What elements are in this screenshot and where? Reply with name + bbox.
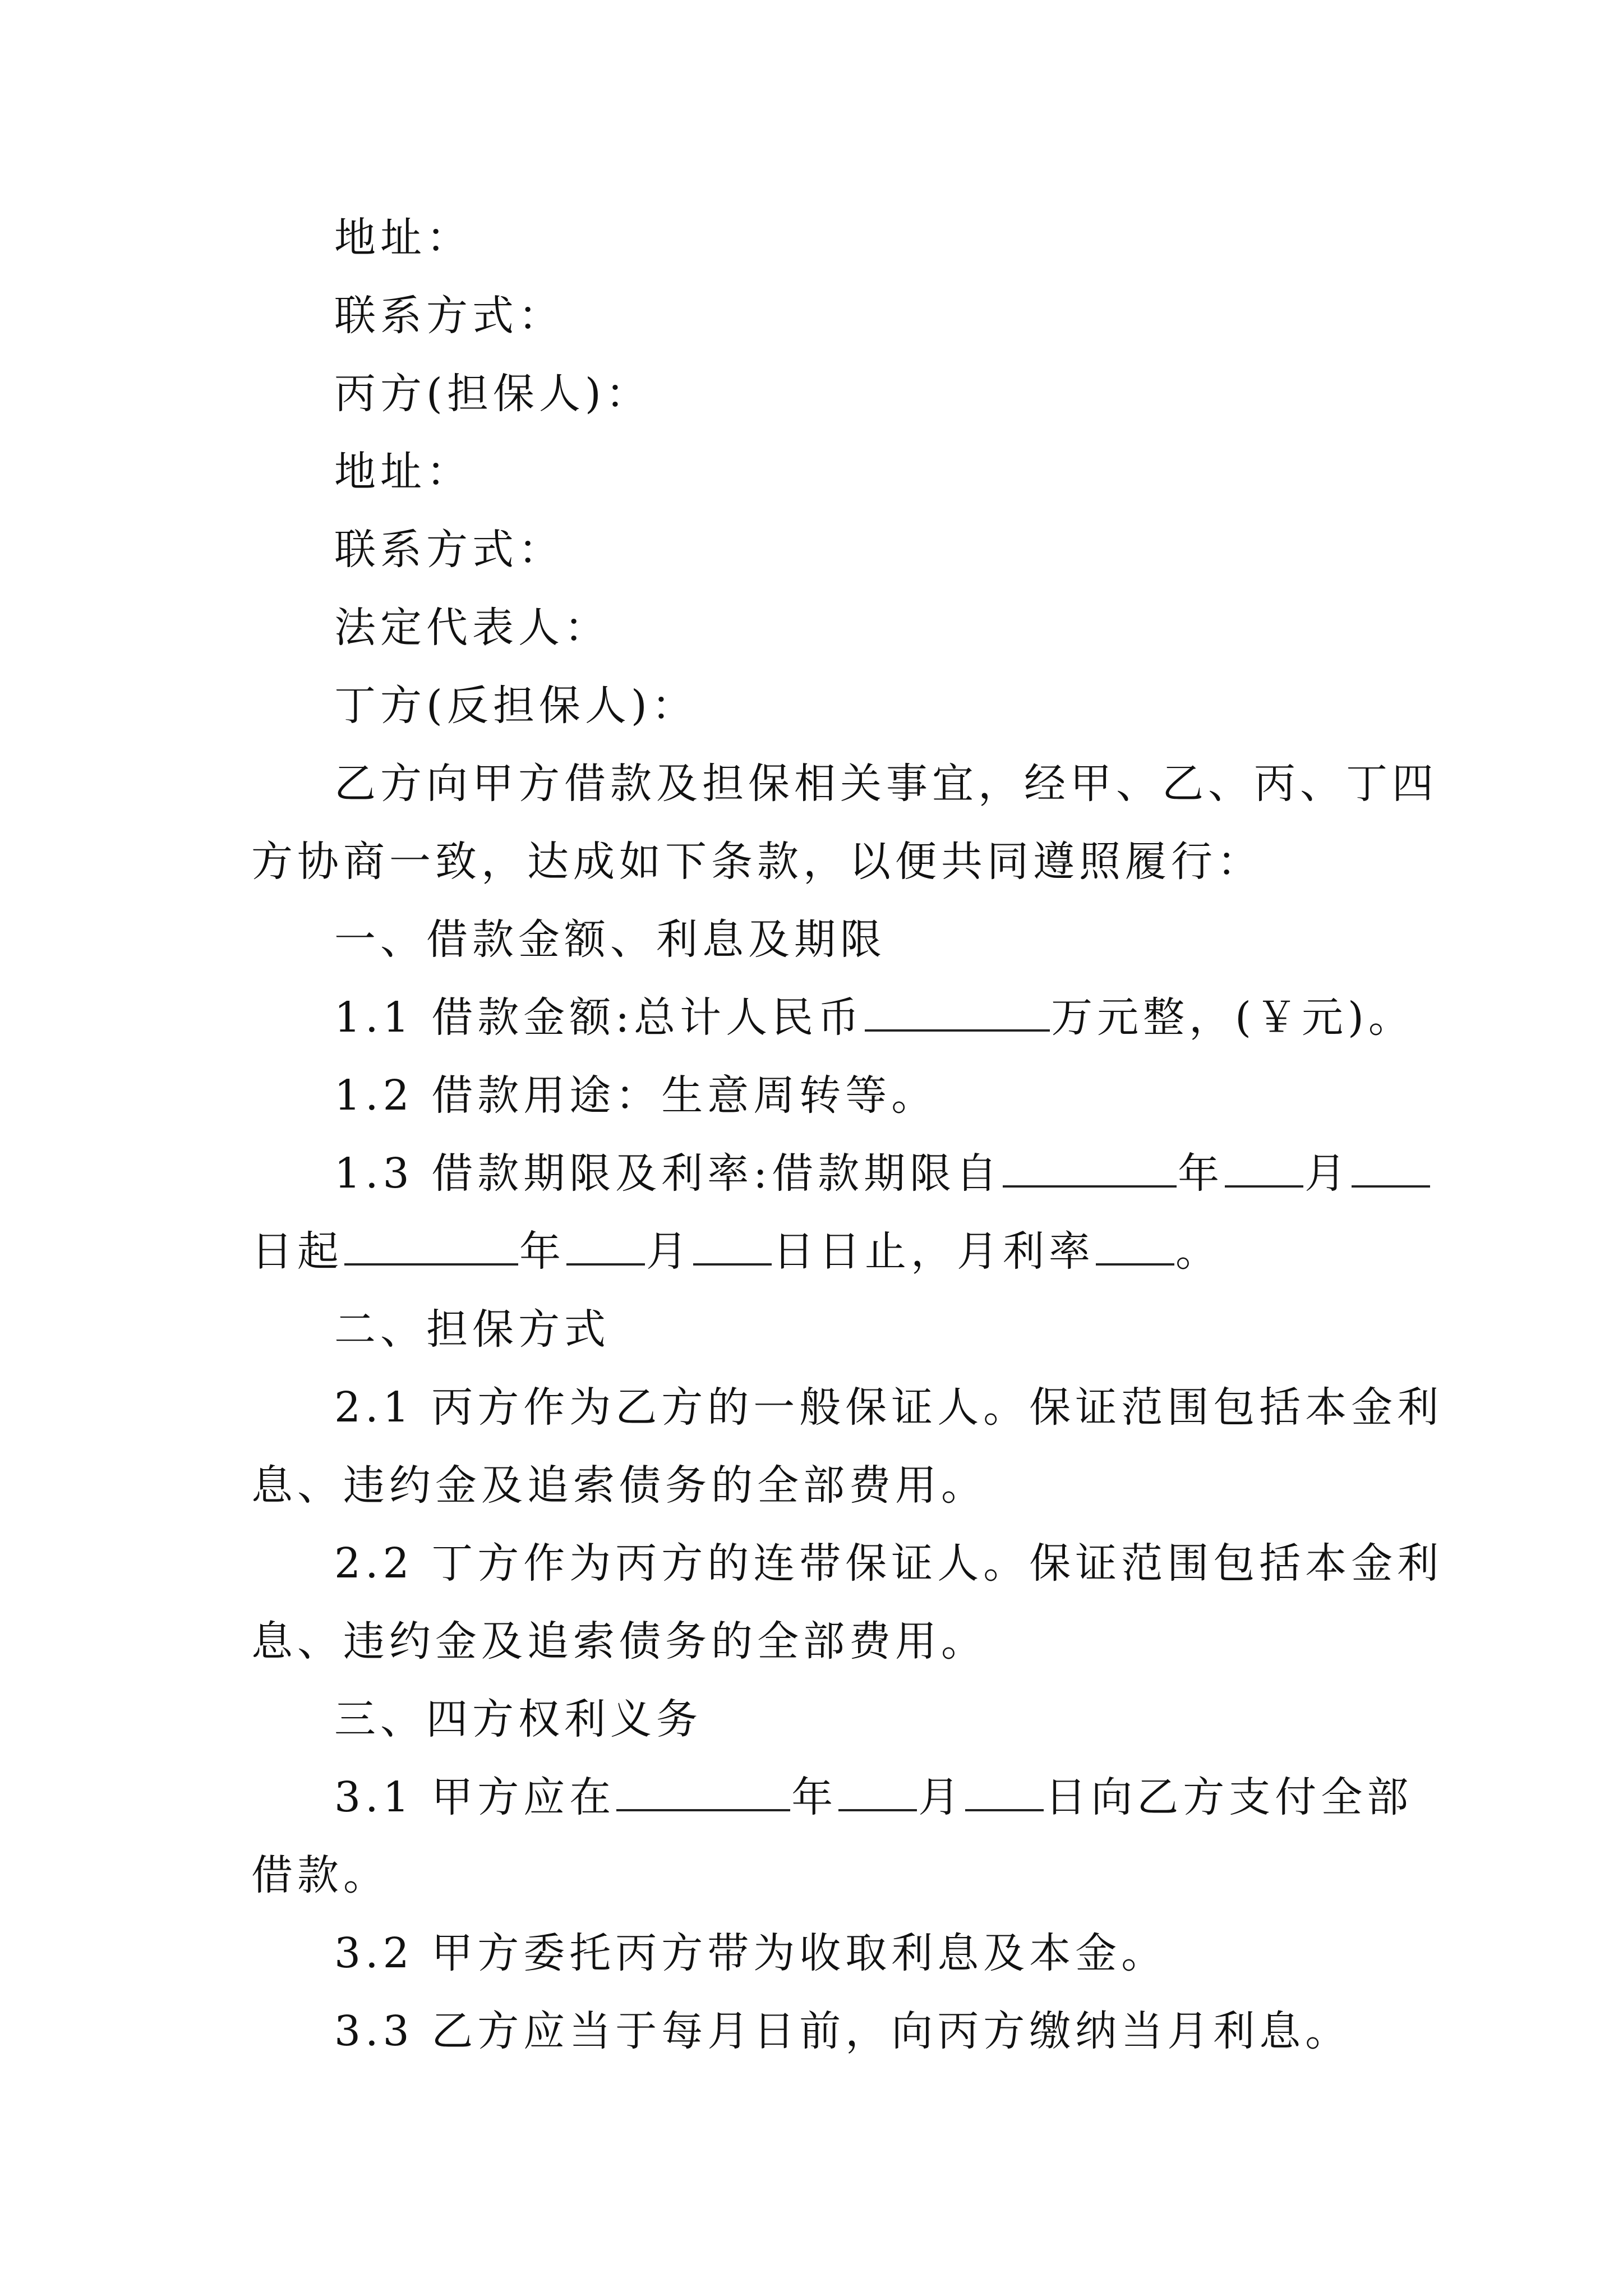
year-label: 年 — [1178, 1149, 1224, 1198]
year-label: 年 — [791, 1773, 838, 1821]
amount-blank[interactable] — [865, 996, 1050, 1032]
section-1-heading: 一、借款金额、利息及期限 — [334, 915, 886, 964]
clause-3-3: 3.3 乙方应当于每月日前，向丙方缴纳当月利息。 — [334, 2007, 1352, 2055]
pay-month-blank[interactable] — [838, 1775, 917, 1811]
clause-3-2: 3.2 甲方委托丙方带为收取利息及本金。 — [334, 1929, 1168, 1977]
clause-3-1-prefix: 3.1 甲方应在 — [334, 1773, 616, 1821]
clause-1-1 — [251, 979, 1414, 1057]
month-label: 月 — [646, 1227, 692, 1276]
party-c-title: 丙方(担保人)： — [334, 370, 652, 418]
clause-1-3-line-2 — [251, 1213, 1391, 1291]
clause-3-1-line-1 — [251, 1759, 1413, 1837]
clause-1-3-line-1 — [251, 1135, 1391, 1213]
month-label: 月 — [918, 1773, 965, 1821]
interest-rate-blank[interactable] — [1096, 1230, 1174, 1266]
clause-3-1-suffix: 日向乙方支付全部 — [1045, 1773, 1413, 1821]
year-label: 年 — [519, 1227, 565, 1276]
clause-2-1-line-2: 息、违约金及追索债务的全部费用。 — [251, 1461, 987, 1510]
section-2-heading: 二、担保方式 — [334, 1305, 610, 1354]
clause-3-1-line-2: 借款。 — [251, 1851, 389, 1899]
pay-day-blank[interactable] — [965, 1775, 1044, 1811]
party-b-address: 地址： — [334, 214, 472, 262]
section-3-heading: 三、四方权利义务 — [334, 1695, 702, 1743]
clause-1-2: 1.2 借款用途：生意周转等。 — [334, 1071, 938, 1120]
clause-2-2-line-2: 息、违约金及追索债务的全部费用。 — [251, 1617, 987, 1665]
preamble-line-2: 方协商一致，达成如下条款，以便共同遵照履行： — [251, 838, 1263, 886]
start-year-blank[interactable] — [1003, 1152, 1177, 1188]
clause-1-1-prefix: 1.1 借款金额:总计人民币 — [334, 993, 864, 1042]
party-c-address: 地址： — [334, 448, 472, 496]
end-month-blank[interactable] — [566, 1230, 645, 1266]
party-d-title: 丁方(反担保人)： — [334, 682, 698, 730]
clause-1-3-prefix: 1.3 借款期限及利率:借款期限自 — [334, 1149, 1002, 1198]
document-body — [251, 199, 1444, 2070]
party-c-legal-rep: 法定代表人： — [334, 604, 610, 652]
month-label: 月 — [1304, 1149, 1351, 1198]
preamble-line-1: 乙方向甲方借款及担保相关事宜，经甲、乙、丙、丁四 — [334, 760, 1438, 808]
party-b-contact: 联系方式： — [334, 292, 564, 340]
clause-1-1-suffix: 万元整，(￥元)。 — [1051, 993, 1414, 1042]
start-day-blank[interactable] — [1352, 1152, 1430, 1188]
end-year-blank[interactable] — [344, 1230, 518, 1266]
pay-year-blank[interactable] — [616, 1775, 790, 1811]
day-start-label: 日起 — [251, 1227, 343, 1276]
end-day-label: 日日止，月利率 — [773, 1227, 1095, 1276]
clause-2-2-line-1: 2.2 丁方作为丙方的连带保证人。保证范围包括本金利 — [334, 1539, 1444, 1588]
clause-2-1-line-1: 2.1 丙方作为乙方的一般保证人。保证范围包括本金利 — [334, 1383, 1444, 1432]
start-month-blank[interactable] — [1225, 1152, 1303, 1188]
party-c-contact: 联系方式： — [334, 526, 564, 574]
end-day-blank[interactable] — [693, 1230, 772, 1266]
period-mark: 。 — [1175, 1227, 1221, 1276]
